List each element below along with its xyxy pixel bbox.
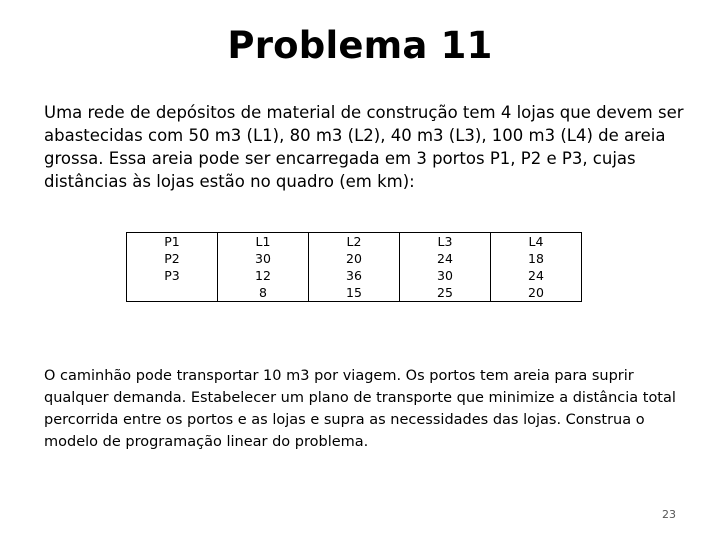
closing-paragraph xyxy=(44,365,694,453)
intro-text: Uma rede de depósitos de material de construção tem 4 lojas que devem ser abastecidas com 50 m3 (L1), 80 m3 (L2), 40 m3 (L3), 100 m3 (L4) de areia grossa. Essa areia pode ser encarregada em 3 portos P1, P2 e P3, cujas distâncias às lojas estão no quadro (em km): xyxy=(44,103,684,191)
distance-table xyxy=(126,232,582,302)
row-label: P3 xyxy=(164,268,180,283)
table-cell: 30 xyxy=(437,268,453,283)
closing-text: O caminhão pode transportar 10 m3 por viagem. Os portos tem areia para suprir qualquer demanda. Estabelecer um plano de transporte que minimize a distância total percorrida entre os portos e as lojas e supra as necessidades das lojas. Construa o modelo de programação linear do problema. xyxy=(44,368,676,450)
slide-title: Problema 11 xyxy=(227,24,493,67)
column-l1 xyxy=(218,233,309,302)
table-cell: 24 xyxy=(437,251,453,266)
column-header: L2 xyxy=(346,234,362,249)
column-header: L1 xyxy=(255,234,271,249)
page-number: 23 xyxy=(662,508,676,521)
column-l4 xyxy=(491,233,582,302)
table-cell: 20 xyxy=(346,251,362,266)
column-header: L4 xyxy=(528,234,544,249)
table-cell: 18 xyxy=(528,251,544,266)
row-label: P2 xyxy=(164,251,180,266)
table-cell: 12 xyxy=(255,268,271,283)
row-labels-column xyxy=(127,233,218,302)
column-l2 xyxy=(309,233,400,302)
table-cell: 8 xyxy=(259,285,267,300)
table-cell: 30 xyxy=(255,251,271,266)
table-cell: 24 xyxy=(528,268,544,283)
column-l3 xyxy=(400,233,491,302)
row-label: P1 xyxy=(164,234,180,249)
table-cell: 36 xyxy=(346,268,362,283)
column-header: L3 xyxy=(437,234,453,249)
table-cell: 15 xyxy=(346,285,362,300)
table-cell: 20 xyxy=(528,285,544,300)
table-cell: 25 xyxy=(437,285,453,300)
distance-grid xyxy=(126,232,582,302)
intro-paragraph xyxy=(44,101,694,193)
